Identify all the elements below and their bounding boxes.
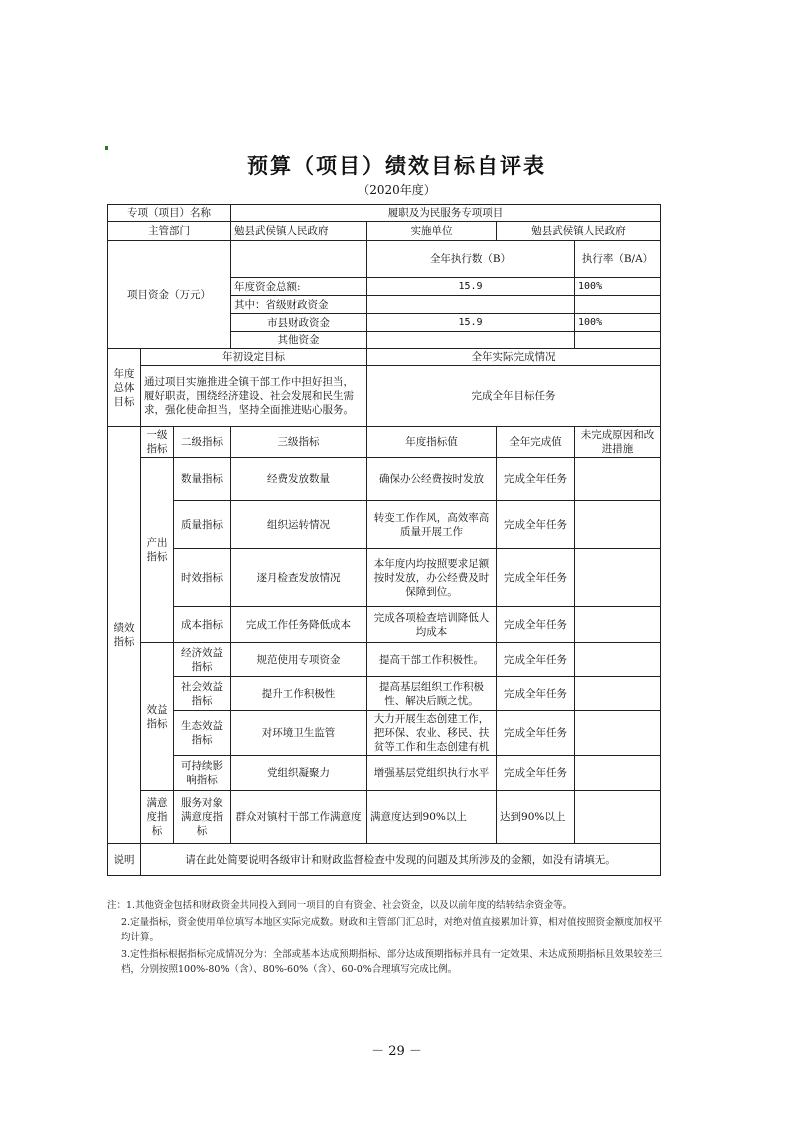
- fund-item-rate: 100%: [575, 278, 661, 296]
- reason-cell: [575, 756, 661, 791]
- done-cell: 完成全年任务: [497, 756, 575, 791]
- l3-cell: 群众对镇村干部工作满意度: [231, 791, 367, 844]
- dept-label: 主管部门: [108, 222, 231, 241]
- l2-cell: 社会效益指标: [174, 677, 231, 711]
- indicator-row: [108, 549, 661, 607]
- footnote-1: 注：1.其他资金包括和财政资金共同投入到同一项目的自有资金、社会资金，以及以前年度的结转结余资金等。: [107, 900, 573, 911]
- done-cell: 完成全年任务: [497, 549, 575, 607]
- perf-indicator-label: 绩效指标: [108, 427, 141, 844]
- indicator-row: [108, 643, 661, 677]
- fund-item-exec: [367, 296, 575, 314]
- project-label: 专项（项目）名称: [108, 205, 231, 222]
- indicator-row: [108, 791, 661, 844]
- fund-header-blank: [231, 241, 367, 278]
- l2-cell: 数量指标: [174, 458, 231, 501]
- value-cell: 满意度达到90%以上: [367, 791, 497, 844]
- reason-cell: [575, 711, 661, 756]
- fund-item-exec: 15.9: [367, 314, 575, 332]
- goal-row: [108, 366, 661, 427]
- page-title: 预算（项目）绩效目标自评表: [247, 153, 546, 178]
- reason-cell: [575, 458, 661, 501]
- value-cell: [367, 711, 497, 756]
- done-cell: 完成全年任务: [497, 711, 575, 756]
- indicator-row: [108, 501, 661, 549]
- l3-cell: 党组织凝聚力: [231, 756, 367, 791]
- footnote-2: 2.定量指标，资金使用单位填写本地区实际完成数。财政和主管部门汇总时，对绝对值直接累加计算，相对值按照资金额度加权平均计算。: [121, 917, 663, 943]
- l3-cell: 对环境卫生监管: [231, 711, 367, 756]
- l3-cell: 规范使用专项资金: [231, 643, 367, 677]
- reason-cell: [575, 643, 661, 677]
- performance-table: [107, 204, 661, 876]
- fund-item-label: 年度资金总额:: [231, 278, 367, 296]
- value-cell: 转变工作作风，高效率高质量开展工作: [367, 501, 497, 549]
- goal-label: 年度总体目标: [108, 349, 141, 427]
- fund-header-row: [108, 241, 661, 278]
- l2-cell: 质量指标: [174, 501, 231, 549]
- l2-cell: 时效指标: [174, 549, 231, 607]
- l2-cell: 服务对象满意度指标: [174, 791, 231, 844]
- value-cell: 确保办公经费按时发放: [367, 458, 497, 501]
- l3-cell: 逐月检查发放情况: [231, 549, 367, 607]
- goal-set-header: 年初设定目标: [141, 349, 367, 366]
- fund-item-exec: 15.9: [367, 278, 575, 296]
- reason-cell: [575, 607, 661, 643]
- output-indicator-label: 产出指标: [141, 458, 174, 643]
- l3-cell: 经费发放数量: [231, 458, 367, 501]
- indicator-row: [108, 458, 661, 501]
- done-cell: 完成全年任务: [497, 643, 575, 677]
- note-row: [108, 844, 661, 876]
- goal-actual-header: 全年实际完成情况: [367, 349, 661, 366]
- fund-label: 项目资金（万元）: [108, 241, 231, 349]
- page-subtitle-year: （2020年度）: [357, 183, 436, 197]
- indicator-row: [108, 711, 661, 756]
- page-number: － 29 －: [371, 1044, 422, 1059]
- reason-cell: [575, 791, 661, 844]
- fund-item-rate: 100%: [575, 314, 661, 332]
- header-l2: 二级指标: [174, 427, 231, 458]
- fund-item-rate: [575, 332, 661, 349]
- fund-item-exec: [367, 332, 575, 349]
- value-cell: 提高基层组织工作积极性、解决后顾之忧。: [367, 677, 497, 711]
- done-cell: 完成全年任务: [497, 607, 575, 643]
- value-text: 大力开展生态创建工作，把环保、农业、移民、扶贫等工作和生态创建有机: [373, 713, 490, 753]
- impl-label: 实施单位: [367, 222, 497, 241]
- reason-cell: [575, 677, 661, 711]
- rate-header: 执行率（B/A）: [575, 241, 661, 278]
- note-text: 请在此处简要说明各级审计和财政监督检查中发现的问题及其所涉及的金额，如没有请填无。: [141, 844, 661, 876]
- done-cell: 达到90%以上: [497, 791, 575, 844]
- indicator-row: [108, 607, 661, 643]
- l2-cell: 可持续影响指标: [174, 756, 231, 791]
- dept-row: [108, 222, 661, 241]
- header-reason: 未完成原因和改进措施: [575, 427, 661, 458]
- header-l3: 三级指标: [231, 427, 367, 458]
- header-done: 全年完成值: [497, 427, 575, 458]
- l3-cell: 完成工作任务降低成本: [231, 607, 367, 643]
- footnotes: [107, 898, 663, 979]
- value-cell: 完成各项检查培训降低人均成本: [367, 607, 497, 643]
- indicator-row: [108, 756, 661, 791]
- benefit-indicator-label: 效益指标: [141, 643, 174, 791]
- goal-header-row: [108, 349, 661, 366]
- indicator-header-row: [108, 427, 661, 458]
- value-cell: 增强基层党组织执行水平: [367, 756, 497, 791]
- l2-cell: 经济效益指标: [174, 643, 231, 677]
- l3-cell: 提升工作积极性: [231, 677, 367, 711]
- value-cell: 提高干部工作积极性。: [367, 643, 497, 677]
- fund-item-label: 市县财政资金: [231, 314, 367, 332]
- fund-item-rate: [575, 296, 661, 314]
- indicator-row: [108, 677, 661, 711]
- done-cell: 完成全年任务: [497, 458, 575, 501]
- exec-header: 全年执行数（B）: [367, 241, 575, 278]
- header-value: 年度指标值: [367, 427, 497, 458]
- l3-cell: 组织运转情况: [231, 501, 367, 549]
- note-label: 说明: [108, 844, 141, 876]
- impl-value: 勉县武侯镇人民政府: [497, 222, 661, 241]
- goal-set-text: 通过项目实施推进全镇干部工作中担好担当，履好职责，围绕经济建设、社会发展和民生需求，强化使命担当，坚持全面推进贴心服务。: [141, 366, 367, 427]
- fund-item-label: 其中：省级财政资金: [231, 296, 367, 314]
- l2-cell: 生态效益指标: [174, 711, 231, 756]
- header-l1: 一级指标: [141, 427, 174, 458]
- done-cell: 完成全年任务: [497, 501, 575, 549]
- project-name: 履职及为民服务专项项目: [231, 205, 661, 222]
- done-cell: 完成全年任务: [497, 677, 575, 711]
- reason-cell: [575, 549, 661, 607]
- reason-cell: [575, 501, 661, 549]
- goal-actual-text: 完成全年目标任务: [367, 366, 661, 427]
- footnote-3: 3.定性指标根据指标完成情况分为：全部或基本达成预期指标、部分达成预期指标并具有一定效果、未达成预期指标且效果较差三档，分别按照100%-80%（含）、80%-60%（含）、60-0%合理填写完成比例。: [121, 949, 663, 975]
- satisfaction-indicator-label: 满意度指标: [141, 791, 174, 844]
- value-cell: 本年度内均按照要求足额按时发放，办公经费及时保障到位。: [367, 549, 497, 607]
- l2-cell: 成本指标: [174, 607, 231, 643]
- dept-value: 勉县武侯镇人民政府: [231, 222, 367, 241]
- fund-item-label: 其他资金: [231, 332, 367, 349]
- project-row: [108, 205, 661, 222]
